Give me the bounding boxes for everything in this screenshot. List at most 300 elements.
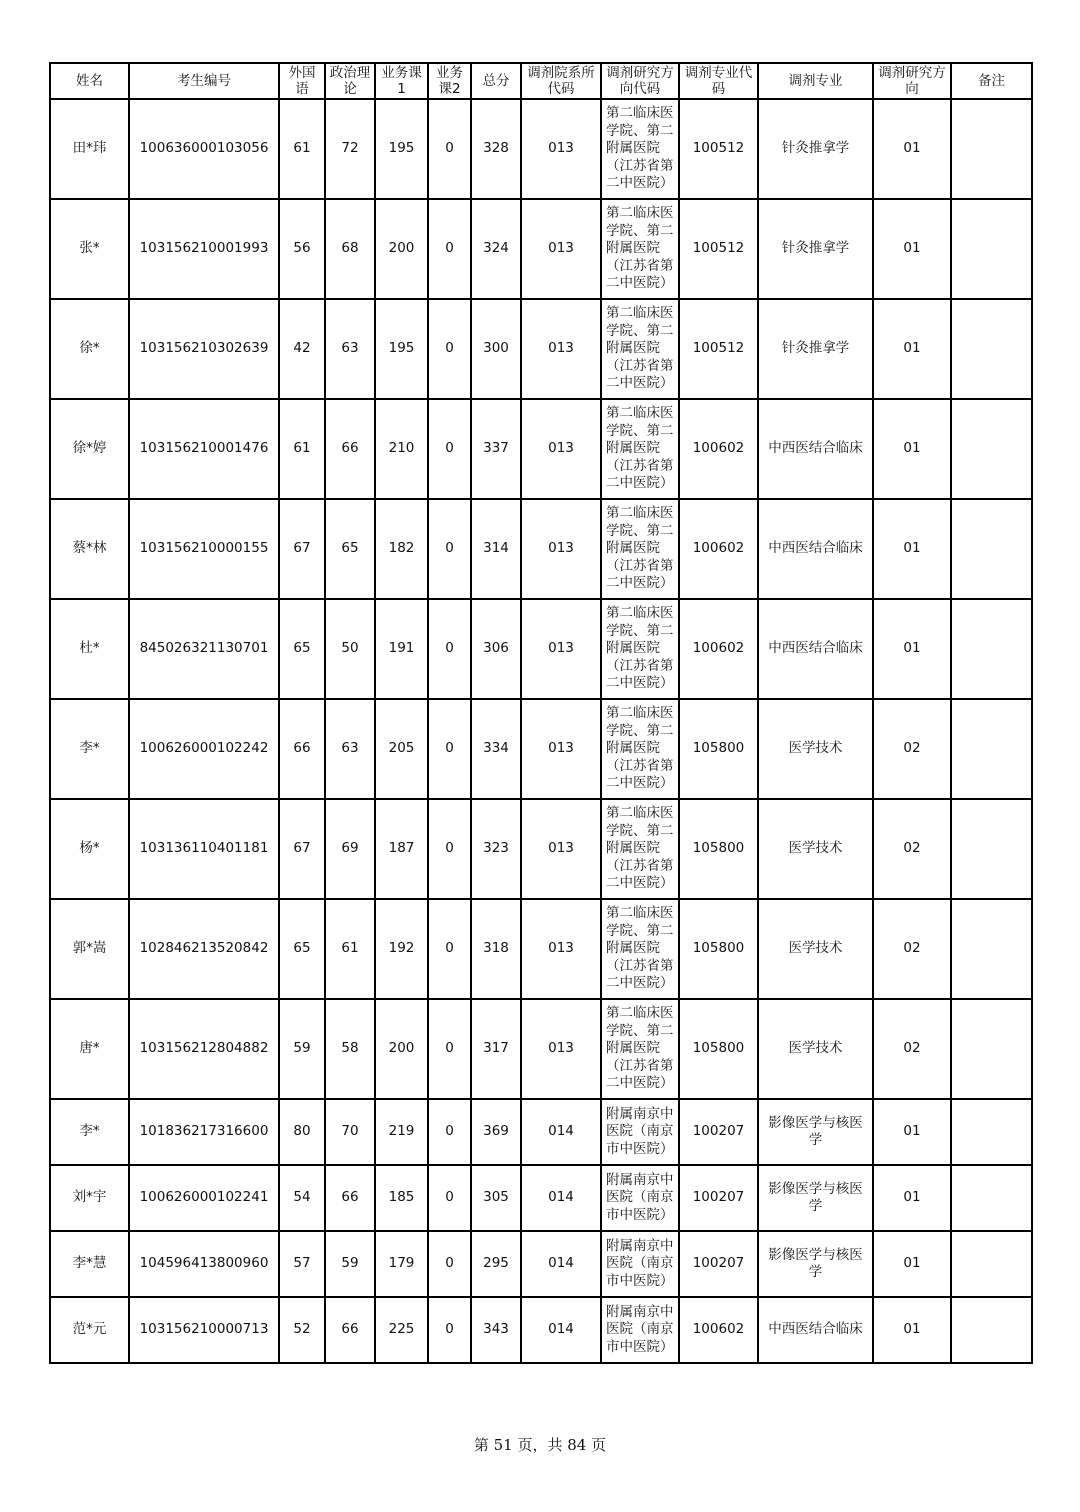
cell-text: 0 — [445, 140, 454, 157]
table-row — [50, 1231, 1032, 1297]
cell-remarks — [951, 999, 1032, 1099]
cell-text: 63 — [341, 340, 359, 357]
cell-foreign-language — [279, 799, 325, 899]
cell-direction-dept — [601, 999, 679, 1099]
cell-major-code — [679, 999, 758, 1099]
cell-text: 100602 — [692, 540, 745, 557]
cell-text: 334 — [483, 740, 509, 757]
cell-politics — [325, 1231, 375, 1297]
cell-subject-2 — [428, 299, 471, 399]
cell-direction-dept — [601, 899, 679, 999]
cell-politics — [325, 1165, 375, 1231]
cell-text: 100626000102241 — [139, 1189, 269, 1206]
cell-name — [50, 799, 129, 899]
cell-text: 318 — [483, 940, 509, 957]
cell-text: 103136110401181 — [139, 840, 269, 857]
cell-text: 0 — [445, 940, 454, 957]
header-research-direction — [873, 63, 951, 99]
cell-remarks — [951, 99, 1032, 199]
cell-exam-id — [129, 1231, 279, 1297]
cell-remarks — [951, 1099, 1032, 1165]
cell-subject-2 — [428, 899, 471, 999]
cell-text: 影像医学与核医学 — [768, 1246, 863, 1280]
cell-text: 附属南京中医院（南京市中医院） — [606, 1237, 674, 1289]
cell-text: 103156210302639 — [139, 340, 269, 357]
cell-text: 针灸推拿学 — [781, 340, 850, 357]
cell-text: 刘*宇 — [72, 1189, 107, 1206]
cell-text: 013 — [548, 440, 574, 457]
cell-text: 182 — [388, 540, 415, 557]
cell-text: 第二临床医学院、第二附属医院（江苏省第二中医院） — [606, 1005, 674, 1092]
cell-text: 65 — [293, 940, 311, 957]
cell-text: 李*慧 — [72, 1255, 107, 1272]
cell-text: 01 — [903, 140, 921, 157]
cell-foreign-language — [279, 1231, 325, 1297]
cell-name — [50, 699, 129, 799]
cell-text: 195 — [388, 340, 415, 357]
cell-text: 100512 — [692, 240, 745, 257]
cell-text: 369 — [483, 1123, 509, 1140]
cell-dept-code — [521, 1165, 601, 1231]
cell-text: 103156210000713 — [139, 1321, 269, 1338]
cell-subject-1 — [375, 899, 428, 999]
cell-text: 01 — [903, 1255, 921, 1272]
header-major-code — [679, 63, 758, 99]
cell-exam-id — [129, 699, 279, 799]
cell-direction-dept — [601, 1099, 679, 1165]
cell-total — [471, 199, 521, 299]
cell-text: 306 — [483, 640, 509, 657]
cell-text: 01 — [903, 1321, 921, 1338]
cell-major — [758, 299, 873, 399]
cell-text: 305 — [483, 1189, 509, 1206]
cell-exam-id — [129, 99, 279, 199]
header-major — [758, 63, 873, 99]
cell-text: 67 — [293, 540, 311, 557]
cell-text: 70 — [341, 1123, 359, 1140]
cell-text: 0 — [445, 1040, 454, 1057]
cell-foreign-language — [279, 1297, 325, 1363]
table-row — [50, 1099, 1032, 1165]
cell-politics — [325, 799, 375, 899]
cell-politics — [325, 299, 375, 399]
cell-foreign-language — [279, 99, 325, 199]
cell-text: 013 — [548, 340, 574, 357]
cell-major — [758, 199, 873, 299]
cell-text: 324 — [483, 240, 509, 257]
cell-name — [50, 299, 129, 399]
cell-text: 0 — [445, 540, 454, 557]
cell-major — [758, 599, 873, 699]
cell-text: 013 — [548, 1040, 574, 1057]
cell-text: 103156210000155 — [139, 540, 269, 557]
cell-remarks — [951, 899, 1032, 999]
cell-major-code — [679, 899, 758, 999]
cell-text: 01 — [903, 1123, 921, 1140]
cell-remarks — [951, 199, 1032, 299]
cell-subject-2 — [428, 199, 471, 299]
cell-text: 01 — [903, 440, 921, 457]
cell-total — [471, 999, 521, 1099]
cell-major — [758, 899, 873, 999]
cell-direction-dept — [601, 399, 679, 499]
cell-major — [758, 1165, 873, 1231]
cell-foreign-language — [279, 1099, 325, 1165]
cell-research-direction — [873, 1231, 951, 1297]
cell-text: 66 — [341, 1189, 359, 1206]
cell-subject-2 — [428, 799, 471, 899]
cell-foreign-language — [279, 299, 325, 399]
cell-foreign-language — [279, 199, 325, 299]
header-label: 调剂专业 — [788, 73, 843, 89]
cell-text: 中西医结合临床 — [768, 1321, 863, 1338]
cell-text: 唐* — [79, 1040, 100, 1057]
cell-major-code — [679, 599, 758, 699]
cell-text: 68 — [341, 240, 359, 257]
cell-text: 65 — [341, 540, 359, 557]
cell-text: 100602 — [692, 1321, 745, 1338]
cell-text: 57 — [293, 1255, 311, 1272]
cell-foreign-language — [279, 999, 325, 1099]
cell-name — [50, 499, 129, 599]
cell-subject-1 — [375, 799, 428, 899]
cell-remarks — [951, 299, 1032, 399]
cell-text: 影像医学与核医学 — [768, 1180, 863, 1214]
table-row — [50, 999, 1032, 1099]
table-row — [50, 399, 1032, 499]
cell-text: 针灸推拿学 — [781, 240, 850, 257]
cell-total — [471, 499, 521, 599]
cell-total — [471, 1297, 521, 1363]
header-subject-1 — [375, 63, 428, 99]
cell-major — [758, 399, 873, 499]
cell-text: 医学技术 — [788, 740, 843, 757]
cell-text: 影像医学与核医学 — [768, 1114, 863, 1148]
cell-direction-dept — [601, 99, 679, 199]
cell-text: 103156210001993 — [139, 240, 269, 257]
cell-text: 0 — [445, 240, 454, 257]
cell-subject-2 — [428, 1297, 471, 1363]
cell-subject-1 — [375, 299, 428, 399]
cell-direction-dept — [601, 799, 679, 899]
table-row — [50, 1165, 1032, 1231]
cell-name — [50, 1099, 129, 1165]
cell-subject-2 — [428, 1099, 471, 1165]
cell-text: 100602 — [692, 640, 745, 657]
header-subject-2 — [428, 63, 471, 99]
cell-text: 013 — [548, 140, 574, 157]
cell-remarks — [951, 1165, 1032, 1231]
cell-text: 105800 — [692, 840, 745, 857]
cell-subject-1 — [375, 99, 428, 199]
cell-text: 67 — [293, 840, 311, 857]
cell-text: 第二临床医学院、第二附属医院（江苏省第二中医院） — [606, 805, 674, 892]
cell-subject-1 — [375, 1297, 428, 1363]
cell-text: 343 — [483, 1321, 509, 1338]
cell-subject-1 — [375, 999, 428, 1099]
cell-research-direction — [873, 499, 951, 599]
cell-text: 李* — [79, 740, 100, 757]
cell-dept-code — [521, 1231, 601, 1297]
cell-text: 第二临床医学院、第二附属医院（江苏省第二中医院） — [606, 705, 674, 792]
cell-remarks — [951, 799, 1032, 899]
header-remarks — [951, 63, 1032, 99]
cell-total — [471, 1231, 521, 1297]
cell-exam-id — [129, 399, 279, 499]
header-row — [50, 63, 1032, 99]
cell-remarks — [951, 599, 1032, 699]
cell-politics — [325, 699, 375, 799]
cell-subject-2 — [428, 699, 471, 799]
cell-major-code — [679, 699, 758, 799]
cell-exam-id — [129, 599, 279, 699]
cell-text: 013 — [548, 240, 574, 257]
cell-text: 295 — [483, 1255, 509, 1272]
cell-exam-id — [129, 1099, 279, 1165]
cell-remarks — [951, 1297, 1032, 1363]
header-label: 外国语 — [288, 65, 316, 97]
admission-table — [49, 62, 1033, 1364]
cell-text: 58 — [341, 1040, 359, 1057]
cell-text: 0 — [445, 1189, 454, 1206]
cell-direction-dept — [601, 199, 679, 299]
cell-subject-1 — [375, 399, 428, 499]
cell-text: 第二临床医学院、第二附属医院（江苏省第二中医院） — [606, 105, 674, 192]
cell-subject-2 — [428, 1165, 471, 1231]
header-exam-id — [129, 63, 279, 99]
cell-foreign-language — [279, 1165, 325, 1231]
cell-text: 医学技术 — [788, 940, 843, 957]
cell-text: 02 — [903, 940, 921, 957]
cell-text: 张* — [79, 240, 100, 257]
table-row — [50, 799, 1032, 899]
cell-dept-code — [521, 999, 601, 1099]
cell-text: 323 — [483, 840, 509, 857]
cell-subject-2 — [428, 99, 471, 199]
cell-text: 63 — [341, 740, 359, 757]
cell-text: 徐*婷 — [72, 440, 107, 457]
header-label: 姓名 — [76, 73, 103, 89]
cell-text: 54 — [293, 1189, 311, 1206]
cell-subject-2 — [428, 599, 471, 699]
cell-text: 013 — [548, 640, 574, 657]
header-label: 业务课1 — [381, 65, 422, 97]
cell-total — [471, 699, 521, 799]
cell-foreign-language — [279, 699, 325, 799]
cell-major — [758, 999, 873, 1099]
cell-text: 中西医结合临床 — [768, 640, 863, 657]
cell-dept-code — [521, 499, 601, 599]
cell-dept-code — [521, 199, 601, 299]
cell-text: 195 — [388, 140, 415, 157]
header-label: 调剂院系所代码 — [527, 65, 595, 97]
cell-text: 01 — [903, 240, 921, 257]
cell-remarks — [951, 1231, 1032, 1297]
cell-text: 61 — [341, 940, 359, 957]
cell-text: 105800 — [692, 740, 745, 757]
cell-text: 100207 — [692, 1123, 745, 1140]
cell-total — [471, 1099, 521, 1165]
cell-research-direction — [873, 1297, 951, 1363]
cell-text: 101836217316600 — [139, 1123, 269, 1140]
cell-subject-2 — [428, 999, 471, 1099]
cell-name — [50, 99, 129, 199]
cell-direction-dept — [601, 599, 679, 699]
table-row — [50, 899, 1032, 999]
cell-text: 第二临床医学院、第二附属医院（江苏省第二中医院） — [606, 405, 674, 492]
cell-dept-code — [521, 899, 601, 999]
cell-major-code — [679, 1297, 758, 1363]
cell-dept-code — [521, 399, 601, 499]
cell-dept-code — [521, 299, 601, 399]
cell-politics — [325, 1297, 375, 1363]
cell-text: 314 — [483, 540, 509, 557]
cell-text: 范*元 — [72, 1321, 107, 1338]
cell-text: 100207 — [692, 1255, 745, 1272]
cell-subject-2 — [428, 499, 471, 599]
cell-subject-1 — [375, 699, 428, 799]
table-row — [50, 599, 1032, 699]
table-row — [50, 699, 1032, 799]
cell-dept-code — [521, 99, 601, 199]
cell-text: 01 — [903, 640, 921, 657]
cell-text: 105800 — [692, 1040, 745, 1057]
cell-text: 100626000102242 — [139, 740, 269, 757]
cell-politics — [325, 399, 375, 499]
cell-text: 中西医结合临床 — [768, 440, 863, 457]
cell-text: 61 — [293, 440, 311, 457]
cell-total — [471, 799, 521, 899]
cell-text: 100512 — [692, 340, 745, 357]
header-label: 调剂研究方向代码 — [606, 65, 674, 97]
cell-text: 100512 — [692, 140, 745, 157]
cell-dept-code — [521, 799, 601, 899]
cell-text: 第二临床医学院、第二附属医院（江苏省第二中医院） — [606, 305, 674, 392]
cell-text: 50 — [341, 640, 359, 657]
header-label: 考生编号 — [177, 73, 231, 89]
cell-text: 66 — [341, 1321, 359, 1338]
cell-text: 附属南京中医院（南京市中医院） — [606, 1171, 674, 1223]
cell-subject-2 — [428, 1231, 471, 1297]
cell-text: 200 — [388, 1040, 415, 1057]
cell-exam-id — [129, 1165, 279, 1231]
cell-text: 013 — [548, 740, 574, 757]
header-label: 政治理论 — [329, 65, 371, 97]
cell-text: 第二临床医学院、第二附属医院（江苏省第二中医院） — [606, 905, 674, 992]
cell-text: 225 — [388, 1321, 415, 1338]
cell-major — [758, 99, 873, 199]
cell-total — [471, 99, 521, 199]
cell-major — [758, 799, 873, 899]
cell-text: 01 — [903, 1189, 921, 1206]
cell-text: 医学技术 — [788, 840, 843, 857]
cell-subject-1 — [375, 1165, 428, 1231]
cell-politics — [325, 899, 375, 999]
cell-politics — [325, 199, 375, 299]
cell-text: 103156212804882 — [139, 1040, 269, 1057]
cell-politics — [325, 999, 375, 1099]
cell-exam-id — [129, 499, 279, 599]
cell-text: 第二临床医学院、第二附属医院（江苏省第二中医院） — [606, 605, 674, 692]
cell-exam-id — [129, 199, 279, 299]
cell-research-direction — [873, 199, 951, 299]
cell-text: 0 — [445, 440, 454, 457]
cell-text: 02 — [903, 1040, 921, 1057]
table-row — [50, 499, 1032, 599]
cell-major — [758, 499, 873, 599]
table-row — [50, 1297, 1032, 1363]
cell-research-direction — [873, 699, 951, 799]
cell-research-direction — [873, 799, 951, 899]
cell-text: 66 — [293, 740, 311, 757]
cell-politics — [325, 599, 375, 699]
cell-text: 014 — [548, 1189, 574, 1206]
cell-text: 0 — [445, 840, 454, 857]
cell-subject-1 — [375, 599, 428, 699]
cell-dept-code — [521, 599, 601, 699]
cell-text: 52 — [293, 1321, 311, 1338]
cell-total — [471, 599, 521, 699]
cell-text: 第二临床医学院、第二附属医院（江苏省第二中医院） — [606, 205, 674, 292]
cell-text: 0 — [445, 740, 454, 757]
cell-politics — [325, 1099, 375, 1165]
cell-subject-2 — [428, 399, 471, 499]
cell-dept-code — [521, 1297, 601, 1363]
cell-major-code — [679, 299, 758, 399]
cell-text: 104596413800960 — [139, 1255, 269, 1272]
cell-total — [471, 1165, 521, 1231]
cell-name — [50, 1297, 129, 1363]
cell-major-code — [679, 1231, 758, 1297]
header-label: 业务课2 — [436, 65, 463, 97]
cell-major — [758, 1099, 873, 1165]
cell-text: 845026321130701 — [139, 640, 269, 657]
cell-research-direction — [873, 599, 951, 699]
header-label: 备注 — [978, 73, 1005, 89]
cell-text: 0 — [445, 340, 454, 357]
cell-text: 100207 — [692, 1189, 745, 1206]
cell-text: 65 — [293, 640, 311, 657]
cell-text: 80 — [293, 1123, 311, 1140]
cell-text: 014 — [548, 1123, 574, 1140]
cell-direction-dept — [601, 1231, 679, 1297]
cell-direction-dept — [601, 1297, 679, 1363]
cell-subject-1 — [375, 499, 428, 599]
page-footer: 第 51 页，共 84 页 — [473, 1436, 607, 1454]
cell-foreign-language — [279, 499, 325, 599]
cell-text: 针灸推拿学 — [781, 140, 850, 157]
cell-text: 100636000103056 — [139, 140, 269, 157]
cell-dept-code — [521, 1099, 601, 1165]
cell-text: 61 — [293, 140, 311, 157]
cell-research-direction — [873, 399, 951, 499]
cell-text: 210 — [388, 440, 415, 457]
cell-total — [471, 399, 521, 499]
cell-text: 219 — [388, 1123, 415, 1140]
cell-text: 200 — [388, 240, 415, 257]
cell-major-code — [679, 199, 758, 299]
cell-exam-id — [129, 899, 279, 999]
cell-text: 102846213520842 — [139, 940, 269, 957]
cell-text: 192 — [388, 940, 415, 957]
cell-text: 杜* — [79, 640, 100, 657]
cell-direction-dept — [601, 699, 679, 799]
cell-major — [758, 699, 873, 799]
cell-text: 59 — [341, 1255, 359, 1272]
cell-text: 01 — [903, 540, 921, 557]
cell-research-direction — [873, 999, 951, 1099]
cell-research-direction — [873, 1165, 951, 1231]
